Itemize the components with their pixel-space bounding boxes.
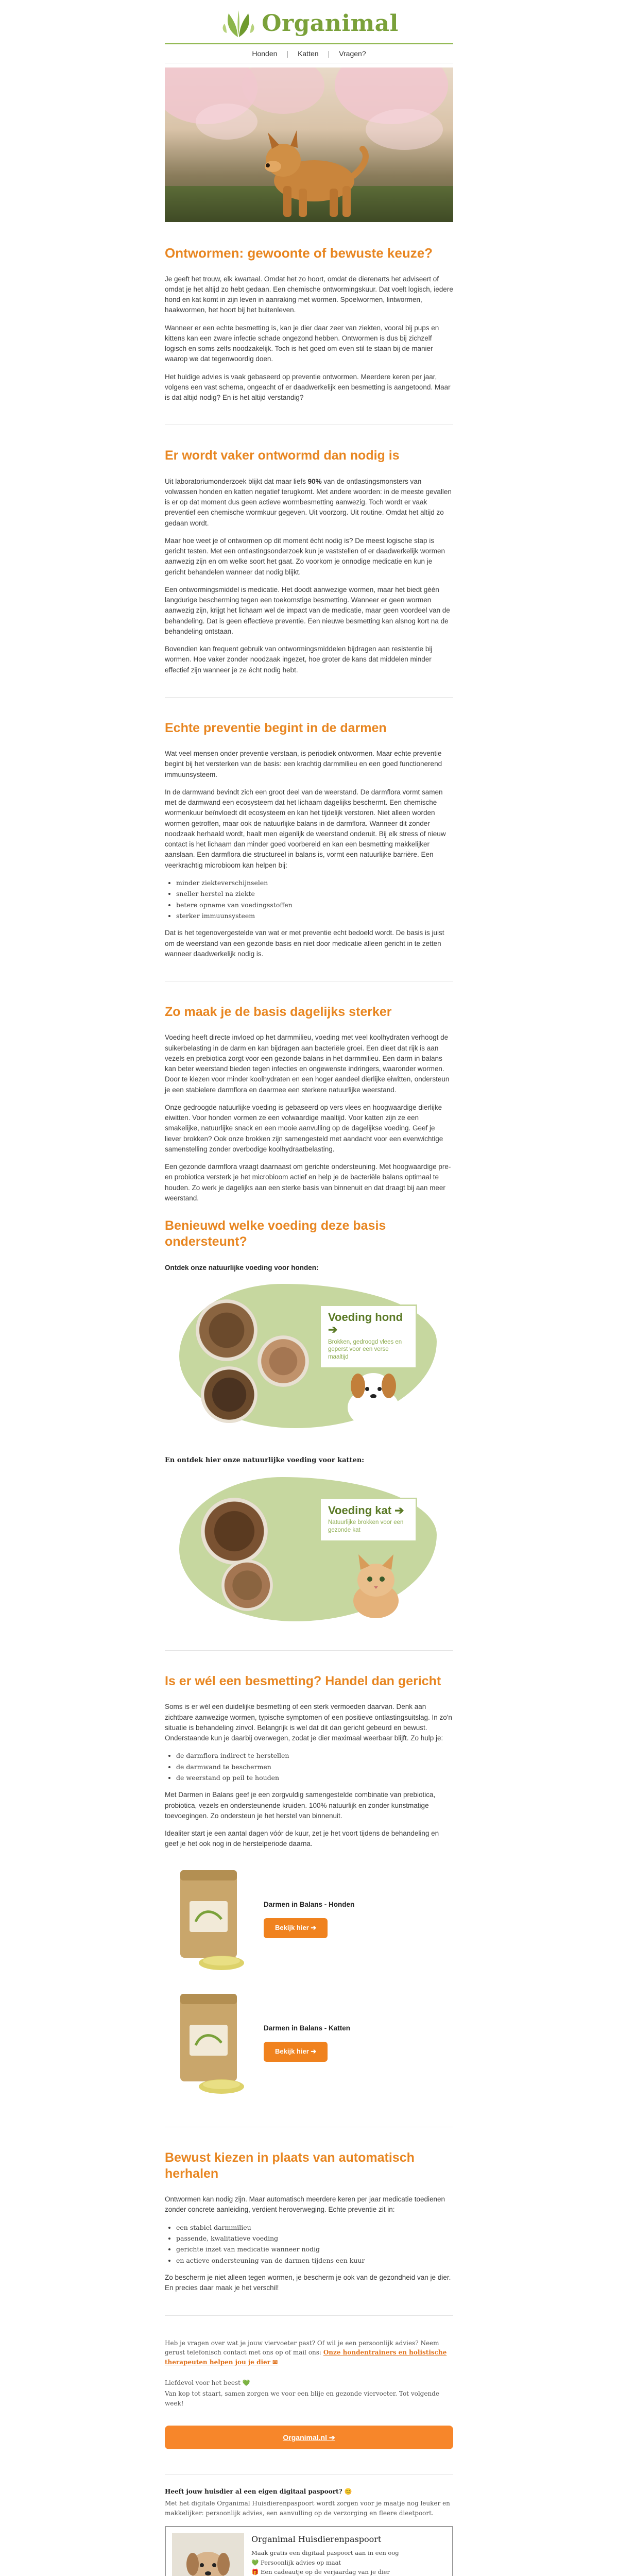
- nav-separator: |: [286, 49, 289, 58]
- nav-link-katten[interactable]: Katten: [298, 49, 319, 58]
- view-product-button[interactable]: Bekijk hier ➔: [264, 1918, 328, 1938]
- highlight-percentage: 90%: [307, 477, 322, 485]
- section-overworming: [165, 425, 453, 698]
- nav-link-honden[interactable]: Honden: [252, 49, 278, 58]
- nav-link-vragen[interactable]: Vragen?: [339, 49, 366, 58]
- list-item: • sterker immuunsysteem: [176, 911, 453, 921]
- dog-food-promo[interactable]: [165, 1279, 453, 1433]
- organimal-website-button[interactable]: Organimal.nl ➔: [165, 2426, 453, 2449]
- section-preventie: [165, 698, 453, 981]
- list-item: • passende, kwalitatieve voeding: [176, 2233, 453, 2243]
- section-paragraph: Ontwormen kan nodig zijn. Maar automatisch meerdere keren per jaar medicatie toedienen zonder concrete aanleiding, verdient heroverweging. Echte preventie zit in:: [165, 2195, 445, 2214]
- view-product-button[interactable]: Bekijk hier ➔: [264, 2042, 328, 2062]
- product-name: Darmen in Balans - Honden: [264, 1901, 355, 1909]
- contact-section: [165, 2316, 453, 2475]
- benefits-list: [176, 878, 453, 921]
- passport-intro: Met het digitale Organimal Huisdierenpaspoort wordt zorgen voor je maatje nog leuker en makkelijker: persoonlijk advies, een aanvulling op de verzorging en fleere dieetpoort.: [165, 2500, 450, 2517]
- section-paragraph: Voeding heeft directe invloed op het darmmilieu, voeding met veel koolhydraten verhoogt de suikerbelasting in de darm en kan bijdragen aan bacteriële groei. Een dieet dat rijk is aan vezels en prebiotica zorgt voor een gezonde balans in het darmmilieu. Een darm in balans kan beter weerstand bieden tegen infecties en ongewenste indringers, waaronder wormen. Door te kiezen voor minder koolhydraten en een hoger aandeel dierlijke eiwitten, ondersteun je een stabielere darmflora en daarmee een sterkere natuurlijke weerstand.: [165, 1033, 450, 1094]
- leaf-logo-icon: [219, 8, 258, 39]
- passport-section: [165, 2475, 453, 2576]
- brand-name: Organimal: [262, 10, 399, 37]
- cat-kibble-bowl-icon: [201, 1498, 268, 1565]
- puppy-image: [335, 1361, 412, 1428]
- support-list: [176, 1751, 453, 1783]
- section-paragraph: Wat veel mensen onder preventie verstaan, is periodiek ontwormen. Maar echte preventie begint bij het versterken van de basis: een krachtig darmmilieu en een goed functionerend immuunsysteem.: [165, 750, 442, 778]
- section-paragraph: Onze gedroogde natuurlijke voeding is gebaseerd op vers vlees en hoogwaardige dierlijke eiwitten. Voor honden vormen ze een volwaardige maaltijd. Voor katten zijn ze een smakelijke, natuurlijke snack en een mooie aanvulling op de dagelijkse voeding. Geef je liever brokken? Ook onze brokken zijn samengesteld met aandacht voor een evenwichtige samenstelling zonder overbodige koolhydraatbelasting.: [165, 1103, 443, 1153]
- product-bag-image: [165, 1989, 252, 2097]
- cat-food-promo[interactable]: [165, 1472, 453, 1626]
- section-paragraph: Zo bescherm je niet alleen tegen wormen, je bescherm je ook van de gezondheid van je dier. En precies daar maak je het verschil!: [165, 2274, 451, 2292]
- cat-food-card-title: Voeding kat ➔: [328, 1504, 404, 1517]
- section-paragraph: Met Darmen in Balans geef je een zorgvuldig samengestelde combinatie van prebiotica, probiotica, vezels en ondersteunende kruiden. 100% natuurlijk en zonder kunstmatige toevoegingen. Zo ondersteun je het herstel van binnenuit.: [165, 1791, 436, 1820]
- section-paragraph: Een ontwormingsmiddel is medicatie. Het doodt aanwezige wormen, maar het biedt géén langdurige bescherming tegen een toekomstige besmetting. Wanneer er geen wormen aanwezig zijn, krijgt het lichaam wel de impact van de medicatie, maar geen voordeel van de behandeling. Dat is geen effectieve preventie. Een nieuwe besmetting kan alsnog kort na de behandeling ontstaan.: [165, 585, 450, 635]
- passport-pet-photo: [172, 2533, 244, 2576]
- section-title: Is er wél een besmetting? Handel dan gericht: [165, 1674, 441, 1688]
- kitten-image: [340, 1549, 412, 1621]
- list-item: • de weerstand op peil te houden: [176, 1773, 453, 1783]
- section-title: Zo maak je de basis dagelijks sterker: [165, 1005, 392, 1020]
- intro-paragraph: Wanneer er een echte besmetting is, kan je dier daar zeer van ziekten, vooral bij pups en kittens kan een zware infectie schade ongezond hebben. Ontwormen is dus bij zichzelf logisch en soms zelfs noodzakelijk. Toch is het goed om even stil te staan bij de manier waarop we dat tegenwoordig doen.: [165, 324, 439, 363]
- kibble-bowl-icon: [196, 1299, 258, 1361]
- section-title: Bewust kiezen in plaats van automatisch herhalen: [165, 2150, 415, 2181]
- dried-meat-bowl-icon: [258, 1335, 309, 1387]
- list-item: • een stabiel darmmilieu: [176, 2223, 453, 2232]
- signoff-text: Van kop tot staart, samen zorgen we voor een blije en gezonde viervoeter. Tot volgende week!: [165, 2390, 439, 2407]
- passport-item: 🎁 Een cadeautje op de verjaardag van je dier: [251, 2568, 390, 2576]
- top-nav: [165, 43, 453, 63]
- list-item: • de darmflora indirect te herstellen: [176, 1751, 453, 1760]
- prevention-list: [176, 2223, 453, 2266]
- product-name: Darmen in Balans - Katten: [264, 2024, 351, 2032]
- list-item: • minder ziekteverschijnselen: [176, 878, 453, 888]
- passport-item: 💚 Persoonlijk advies op maat: [251, 2558, 341, 2566]
- signoff-line: Liefdevol voor het beest 💚: [165, 2379, 250, 2387]
- cat-food-card-subtitle: Natuurlijke brokken voor een gezonde kat: [328, 1519, 404, 1534]
- cat-food-card[interactable]: [319, 1498, 417, 1542]
- section-paragraph: Een gezonde darmflora vraagt daarnaast om gerichte ondersteuning. Met hoogwaardige pre- en probiotica versterk je het microbioom actief en help je de bacteriële balans optimaal te houden. Zo werk je dagelijks aan een sterke basis van binnenuit en dat draagt bij aan meer weerstand.: [165, 1163, 451, 1202]
- section-paragraph: Idealiter start je een aantal dagen vóór de kuur, zet je het voort tijdens de behandeling en geef je het ook nog in de herstelperiode daarna.: [165, 1829, 439, 1848]
- dog-food-lead: Ontdek onze natuurlijke voeding voor honden:: [165, 1263, 319, 1272]
- cat-food-lead: En ontdek hier onze natuurlijke voeding voor katten:: [165, 1456, 365, 1465]
- email-container: [165, 0, 453, 2576]
- hero-image-dog-in-blossoms: [165, 67, 453, 222]
- cat-snack-bowl-icon: [221, 1560, 273, 1611]
- intro-paragraph: Het huidige advies is vaak gebaseerd op preventie ontwormen. Meerdere keren per jaar, volgens een vast schema, ongeacht of er daadwerkelijk een besmetting is aangetoond. Maar is dat altijd nodig? En is het altijd verstandig?: [165, 372, 451, 402]
- passport-heading: Heeft jouw huisdier al een eigen digitaal paspoort? 😊: [165, 2488, 352, 2496]
- section-title: Echte preventie begint in de darmen: [165, 720, 387, 735]
- food-question-title: Benieuwd welke voeding deze basis ondersteunt?: [165, 1218, 386, 1249]
- list-item: • betere opname van voedingsstoffen: [176, 900, 453, 910]
- product-bag-image: [165, 1865, 252, 1973]
- dog-food-card-subtitle: Brokken, gedroogd vlees en geperst voor een verse maaltijd: [328, 1338, 402, 1361]
- list-item: • gerichte inzet van medicatie wanneer nodig: [176, 2244, 453, 2254]
- contact-link[interactable]: Onze hondentrainers en holistische therapeuten helpen jou je dier ✉: [165, 2349, 447, 2366]
- nav-separator: |: [328, 49, 330, 58]
- kibble-bowl-icon: [201, 1366, 258, 1423]
- product-darmen-katten: [165, 1989, 453, 2097]
- list-item: • en actieve ondersteuning van de darmen tijdens een kuur: [176, 2256, 453, 2265]
- passport-card[interactable]: [165, 2526, 453, 2576]
- section-bewust-kiezen: [165, 2127, 453, 2316]
- brand-logo[interactable]: [165, 0, 453, 43]
- section-title: Er wordt vaker ontwormd dan nodig is: [165, 448, 400, 463]
- section-besmetting: [165, 1651, 453, 2127]
- passport-card-title: Organimal Huisdierenpaspoort: [251, 2534, 382, 2545]
- section-basis: [165, 981, 453, 1651]
- dog-food-card-title: Voeding hond ➔: [328, 1311, 403, 1336]
- section-paragraph: Soms is er wél een duidelijke besmetting of een sterk vermoeden daarvan. Denk aan zichtbare aanwezige wormen, typische symptomen of een positieve ontlastingsuitslag. In zo'n situatie is behandeling zinvol. Belangrijk is wel dat dit dan gericht gebeurd en bewust. Onderstaande kun je daarbij overwegen, zodat je dier maximaal weerbaar blijft. Zo hulp je:: [165, 1703, 452, 1742]
- dog-food-card[interactable]: [319, 1304, 417, 1369]
- section-paragraph: Dat is het tegenovergestelde van wat er met preventie echt bedoeld wordt. De basis is juist om de weerstand van een gezonde basis en niet door medicatie alleen gericht in te zetten wanneer daadwerkelijk nodig is.: [165, 929, 444, 958]
- section-paragraph: Uit laboratoriumonderzoek blijkt dat maar liefs 90% van de ontlastingsmonsters van volwassen honden en katten negatief terugkomt. Met andere woorden: in de meeste gevallen is er op dat moment dus geen actieve wormbesmetting aanwezig. Toch wordt er vaak preventief een chemische wormkuur gegeven. Uit voorzorg. Uit routine. Omdat het altijd zo gedaan wordt.: [165, 477, 452, 527]
- section-paragraph: In de darmwand bevindt zich een groot deel van de weerstand. De darmflora vormt samen met de darmwand een ecosysteem dat het lichaam dagelijks beschermt. Een chemische wormenkuur beïnvloedt dit ecosysteem en kan het tijdelijk verstoren. Niet alleen worden wormen getroffen, maar ook de natuurlijke balans in de darmflora. Wanneer dit zonder noodzaak herhaald wordt, haalt men eigenlijk de weerstand onderuit. Bij elk stress of nieuw contact is het lichaam dan minder goed voorbereid en kan een besmetting makkelijker aanslaan. Een darmflora die structureel in balans is, vormt een natuurlijke barrière. Een veerkrachtig microbioom kan helpen bij:: [165, 788, 446, 869]
- intro-section: [165, 222, 453, 425]
- contact-paragraph: Heb je vragen over wat je jouw viervoeter past? Of wil je een persoonlijk advies? Neem gerust telefonisch contact met ons op of mail ons: Onze hondentrainers en holistische therapeuten helpen jou je dier ✉: [165, 2339, 447, 2366]
- section-paragraph: Maar hoe weet je of ontwormen op dit moment écht nodig is? De meest logische stap is gericht testen. Met een ontlastingsonderzoek kun je vaststellen of er daadwerkelijk wormen aanwezig zijn en om welke soort het gaat. Zo voorkom je onnodige medicatie en kun je gericht behandelen wanneer dat nodig blijkt.: [165, 536, 445, 576]
- intro-title: Ontwormen: gewoonte of bewuste keuze?: [165, 245, 433, 261]
- product-darmen-honden: [165, 1865, 453, 1973]
- section-paragraph: Bovendien kan frequent gebruik van ontwormingsmiddelen bijdragen aan resistentie bij wormen. Hoe vaker zonder noodzaak ingezet, hoe groter de kans dat middelen minder effectief zijn wanneer je ze écht nodig hebt.: [165, 645, 433, 674]
- passport-item: Maak gratis een digitaal paspoort aan in een oog: [251, 2549, 399, 2557]
- list-item: • de darmwand te beschermen: [176, 1762, 453, 1772]
- intro-paragraph: Je geeft het trouw, elk kwartaal. Omdat het zo hoort, omdat de dierenarts het adviseert of omdat je het altijd zo hebt gedaan. Een chemische ontwormingskuur. Dat voelt logisch, iedere hond en kat komt in zijn leven in aanraking met wormen. Spoelwormen, lintwormen, haakwormen, het hoort bij het buitenleven.: [165, 275, 453, 314]
- list-item: • sneller herstel na ziekte: [176, 889, 453, 899]
